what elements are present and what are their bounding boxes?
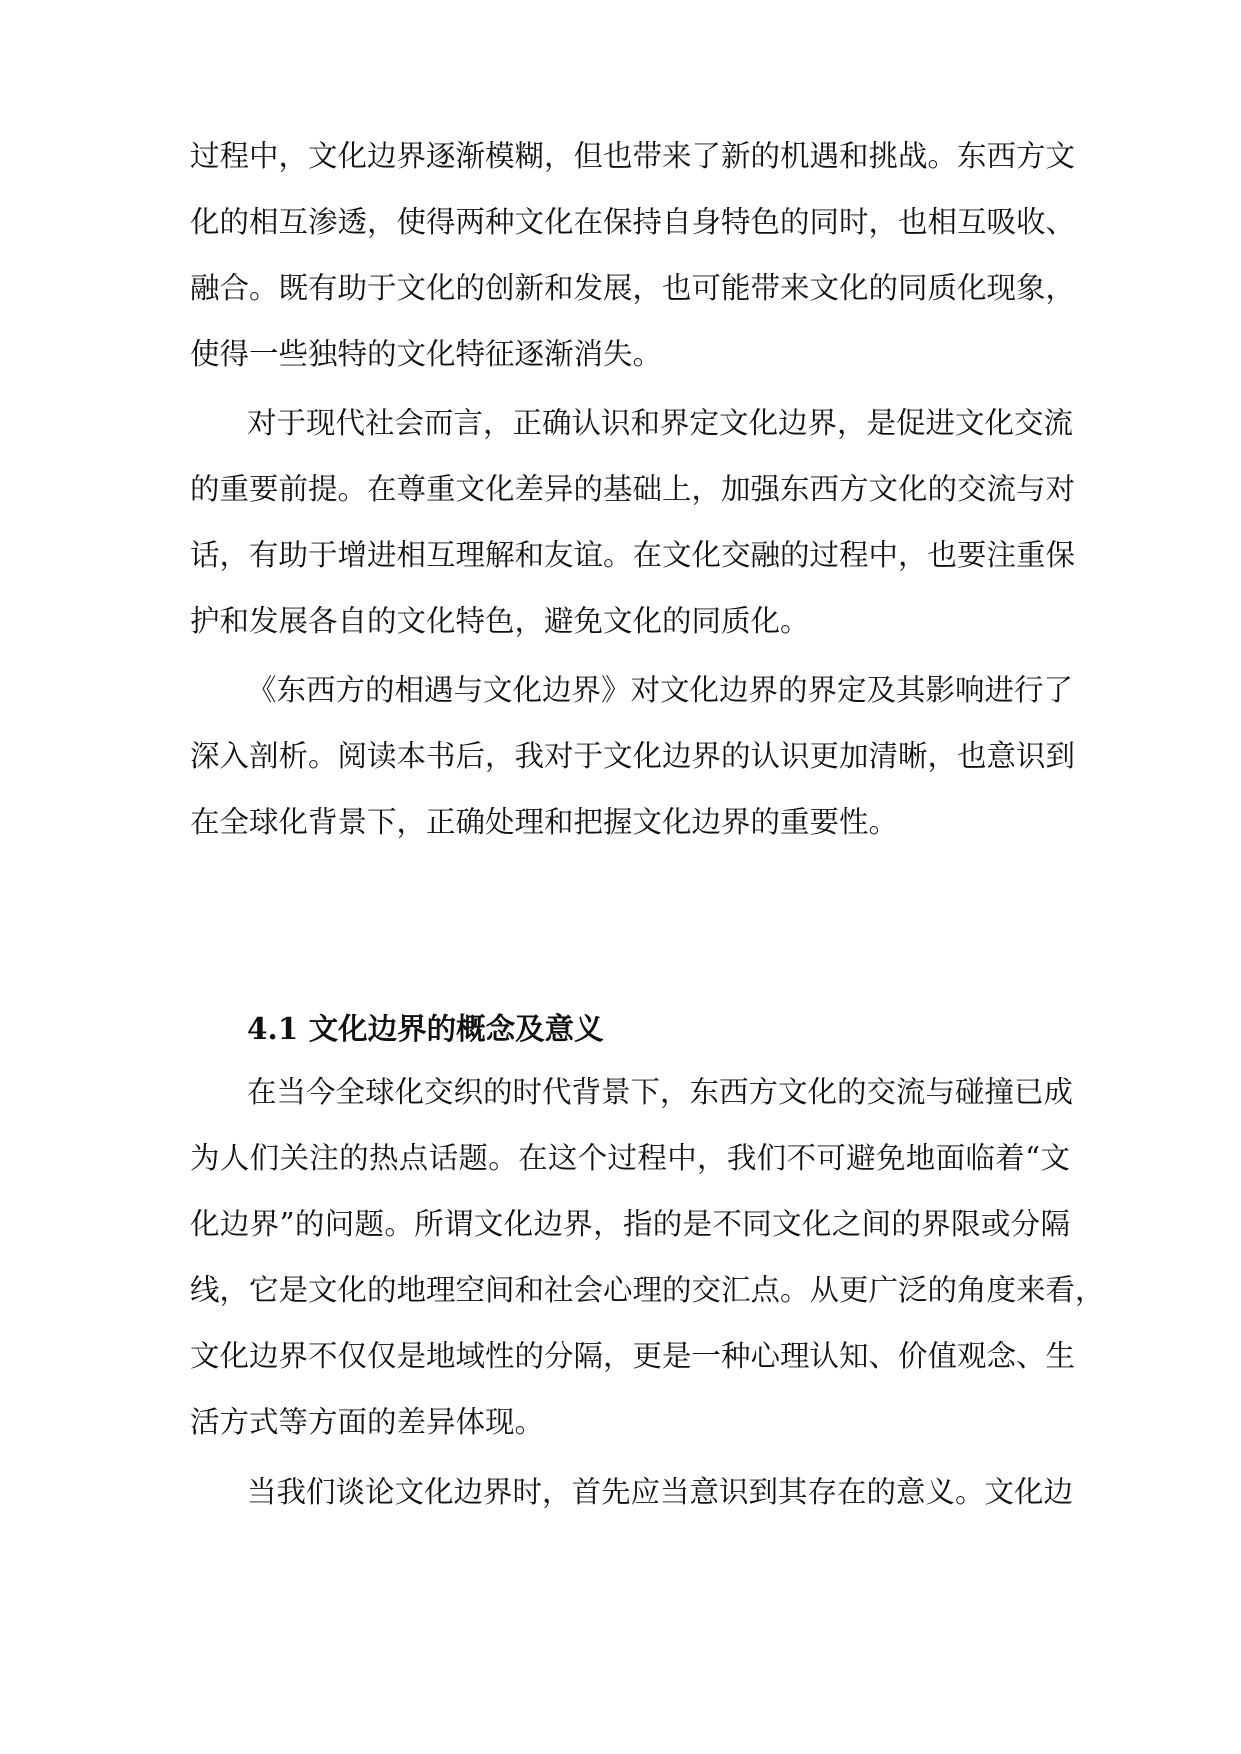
paragraph-2-line-2: 的重要前提。在尊重文化差异的基础上，加强东西方文化的交流与对 [190, 472, 1076, 506]
paragraph-2-line-3: 话，有助于增进相互理解和友谊。在文化交融的过程中，也要注重保 [190, 538, 1076, 572]
section-paragraph-2-line-1: 当我们谈论文化边界时，首先应当意识到其存在的意义。文化边 [247, 1475, 1074, 1509]
paragraph-2-line-1: 对于现代社会而言，正确认识和界定文化边界，是促进文化交流 [247, 406, 1074, 440]
paragraph-1-line-3: 融合。既有助于文化的创新和发展，也可能带来文化的同质化现象， [190, 271, 1076, 305]
paragraph-3-line-2: 深入剖析。阅读本书后，我对于文化边界的认识更加清晰，也意识到 [190, 739, 1076, 773]
section-paragraph-1-line-6: 活方式等方面的差异体现。 [190, 1405, 545, 1439]
paragraph-1-line-1: 过程中，文化边界逐渐模糊，但也带来了新的机遇和挑战。东西方文 [190, 139, 1076, 173]
section-heading: 4.1 文化边界的概念及意义 [247, 1011, 604, 1046]
section-paragraph-1-line-3: 化边界”的问题。所谓文化边界，指的是不同文化之间的界限或分隔 [190, 1207, 1070, 1241]
paragraph-3-line-1: 《东西方的相遇与文化边界》对文化边界的界定及其影响进行了 [247, 673, 1074, 707]
paragraph-1-line-4: 使得一些独特的文化特征逐渐消失。 [190, 337, 663, 371]
paragraph-2-line-4: 护和发展各自的文化特色，避免文化的同质化。 [190, 604, 810, 638]
paragraph-1-line-2: 化的相互渗透，使得两种文化在保持自身特色的同时，也相互吸收、 [190, 205, 1076, 239]
paragraph-3-line-3: 在全球化背景下，正确处理和把握文化边界的重要性。 [190, 805, 899, 839]
section-paragraph-1-line-4: 线，它是文化的地理空间和社会心理的交汇点。从更广泛的角度来看， [190, 1273, 1105, 1307]
section-paragraph-1-line-5: 文化边界不仅仅是地域性的分隔，更是一种心理认知、价值观念、生 [190, 1339, 1076, 1373]
section-paragraph-1-line-2: 为人们关注的热点话题。在这个过程中，我们不可避免地面临着“文 [190, 1141, 1070, 1175]
section-paragraph-1-line-1: 在当今全球化交织的时代背景下，东西方文化的交流与碰撞已成 [247, 1075, 1074, 1109]
